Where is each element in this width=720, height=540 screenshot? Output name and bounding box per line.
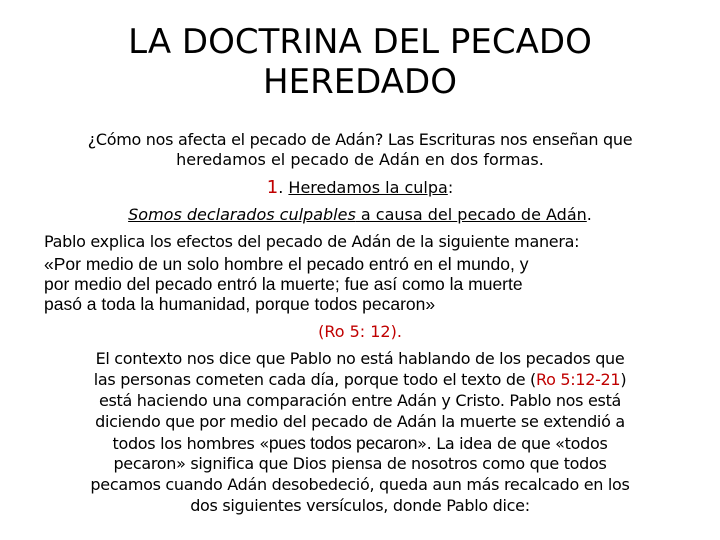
context-quote: pues todos pecaron (268, 433, 418, 453)
context-ref: Ro 5:12-21 (535, 370, 621, 389)
context-line-4: diciendo que por medio del pecado de Adán la muerte se extendió a (95, 412, 625, 431)
point-1-dot: . (278, 178, 284, 197)
quote-line-1: «Por medio de un solo hombre el pecado entró en el mundo, y (44, 254, 529, 274)
context-line-2 (30, 371, 690, 389)
statement-end: . (586, 205, 592, 224)
reference-open: ( (318, 322, 325, 341)
context-line-2-b: ) (620, 370, 627, 389)
intro-line-1: ¿Cómo nos afecta el pecado de Adán? Las Escrituras nos enseñan que (87, 130, 633, 149)
point-1-title: Heredamos la culpa (288, 178, 448, 197)
slide-title (60, 22, 660, 102)
context-line-5 (30, 434, 690, 453)
intro-line-2: heredamos el pecado de Adán en dos formas. (176, 150, 544, 169)
explain-text: Pablo explica los efectos del pecado de Adán de la siguiente manera: (44, 232, 580, 251)
title-line-2: HEREDADO (263, 62, 457, 102)
quote-line-3: pasó a toda la humanidad, porque todos pecaron» (44, 294, 436, 314)
reference-close: ). (390, 322, 402, 341)
quote-line-2: por medio del pecado entró la muerte; fue así como la muerte (44, 274, 523, 294)
context-line-3: está haciendo una comparación entre Adán y Cristo. Pablo nos está (98, 391, 622, 410)
point-1-heading (30, 179, 690, 197)
context-line-5-a: todos los hombres « (112, 434, 269, 453)
statement-tail: pecado de Adán (457, 205, 587, 224)
point-1-colon: : (447, 178, 454, 197)
statement-emphasis: Somos declarados culpables (128, 205, 356, 224)
context-line-5-b: ». La idea de que «todos (417, 434, 608, 453)
reference-text: Ro 5: 12 (324, 322, 391, 341)
context-line-6: pecaron» significa que Dios piensa de nosotros como que todos (113, 454, 607, 473)
context-line-1: El contexto nos dice que Pablo no está hablando de los pecados que (95, 349, 625, 368)
context-line-2-a: las personas cometen cada día, porque todo el texto de ( (93, 370, 536, 389)
point-1-number: 1 (266, 177, 279, 198)
title-line-1: LA DOCTRINA DEL PECADO (128, 22, 592, 62)
statement (30, 206, 690, 224)
statement-middle: a causa del (355, 205, 458, 224)
reference (30, 323, 690, 341)
context-line-7: pecamos cuando Adán desobedeció, queda aun más recalcado en los (90, 475, 630, 494)
context-line-8: dos siguientes versículos, donde Pablo dice: (190, 496, 530, 515)
